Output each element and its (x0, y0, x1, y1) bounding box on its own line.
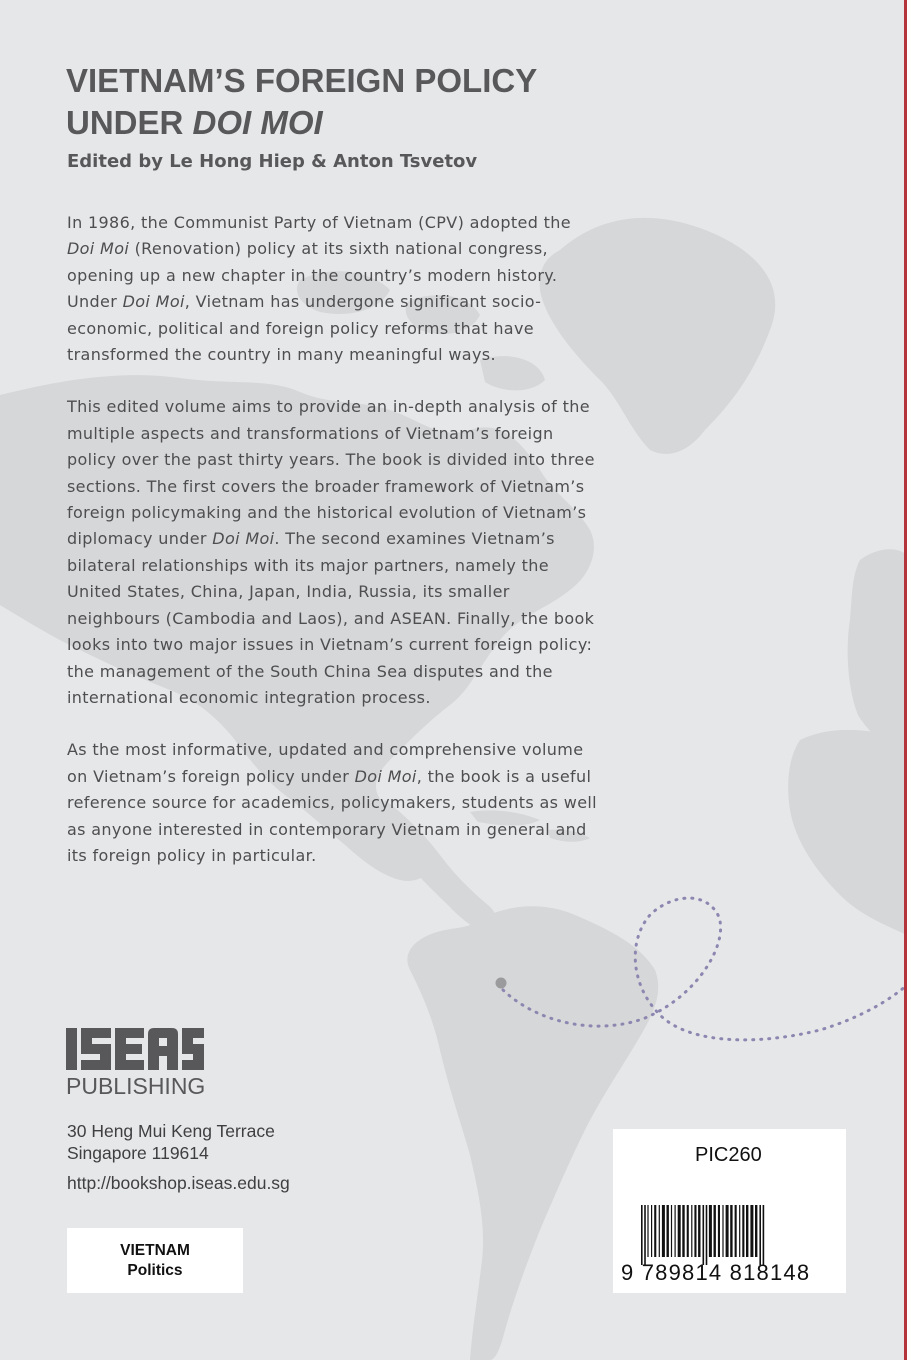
barcode-bar (682, 1205, 684, 1257)
barcode-bar (691, 1205, 692, 1257)
blurb-italic: Doi Moi (354, 766, 417, 786)
title-line-2-italic: DOI MOI (192, 104, 323, 141)
category-label (67, 1228, 243, 1293)
barcode-bar (759, 1205, 761, 1265)
barcode-bar (706, 1205, 708, 1265)
address-line-1: 30 Heng Mui Keng Terrace (67, 1121, 275, 1141)
barcode-bar (718, 1205, 720, 1257)
blurb-text: (Renovation) policy at its sixth national congress, opening up a new chapter in the country’s modern history. Under (67, 239, 558, 312)
barcode-bar (722, 1205, 723, 1257)
barcode-bar (647, 1205, 648, 1257)
barcode-bar (726, 1205, 729, 1257)
blurb-paragraph-1 (67, 210, 597, 368)
barcode-bar (641, 1205, 643, 1265)
blurb-paragraph-3 (67, 737, 597, 869)
route-origin-dot (496, 978, 507, 989)
blurb-text: . The second examines Vietnam’s bilateral relationships with its major partners, namely the United States, China, Japan, India, Russia, its smaller neighbours (Cambodia and Laos), and ASEAN. Finally, the book looks into two major issues in Vietnam’s current foreign policy: the management of the South China Sea disputes and the international economic integration process. (67, 529, 595, 707)
isbn-digits: 9 789814 818148 (621, 1260, 811, 1285)
barcode-bar (644, 1205, 646, 1265)
barcode-bar (755, 1205, 757, 1257)
barcode-bar (746, 1205, 748, 1257)
category-line-1: VIETNAM (120, 1241, 190, 1259)
address-line-2: Singapore 119614 (67, 1143, 209, 1163)
blurb-italic: Doi Moi (212, 529, 275, 549)
barcode-bar (735, 1205, 737, 1257)
isbn-barcode (641, 1205, 831, 1265)
title-line-2-prefix: UNDER (66, 104, 193, 141)
barcode-box (613, 1129, 846, 1293)
blurb-text: In 1986, the Communist Party of Vietnam (CPV) adopted the (67, 213, 571, 232)
publishing-label: PUBLISHING (66, 1073, 206, 1099)
barcode-bar (671, 1205, 672, 1257)
barcode-bar (687, 1205, 689, 1257)
barcode-bar (742, 1205, 744, 1257)
barcode-bar (730, 1205, 732, 1257)
barcode-bar (654, 1205, 656, 1257)
barcode-bar (703, 1205, 705, 1265)
blurb-text: This edited volume aims to provide an in-depth analysis of the multiple aspects and transformations of Vietnam’s foreign policy over the past thirty years. The book is divided into three sections. The first covers the broader framework of Vietnam’s foreign policymaking and the historical evolution of Vietnam’s diplomacy under (67, 397, 595, 549)
title-line-1: VIETNAM’S FOREIGN POLICY (66, 62, 538, 99)
blurb-paragraph-2 (67, 394, 597, 711)
book-title (66, 60, 706, 144)
blurb-italic: Doi Moi (67, 239, 130, 259)
blurb (67, 210, 597, 895)
editors-line: Edited by Le Hong Hiep & Anton Tsvetov (67, 151, 478, 172)
category-line-2: Politics (127, 1261, 183, 1279)
blurb-text: As the most informative, updated and comprehensive volume on Vietnam’s foreign policy under (67, 740, 584, 786)
publisher-url[interactable]: http://bookshop.iseas.edu.sg (67, 1173, 290, 1193)
barcode-bar (694, 1205, 696, 1257)
barcode-bar (651, 1205, 652, 1257)
barcode-bar (698, 1205, 700, 1257)
product-code: PIC260 (695, 1144, 762, 1166)
publisher-address (67, 1120, 275, 1164)
barcode-bar (750, 1205, 753, 1257)
blurb-text: , Vietnam has undergone significant socio-economic, political and foreign policy reforms that have transformed the country in many meaningful ways. (67, 292, 542, 365)
barcode-bar (763, 1205, 765, 1265)
barcode-bar (714, 1205, 716, 1257)
blurb-italic: Doi Moi (122, 292, 185, 312)
barcode-bar (739, 1205, 740, 1257)
barcode-bar (678, 1205, 681, 1257)
barcode-bar (675, 1205, 676, 1257)
barcode-bar (667, 1205, 669, 1257)
barcode-bar (709, 1205, 712, 1257)
barcode-bar (659, 1205, 660, 1257)
iseas-logo (66, 1028, 204, 1070)
barcode-bar (662, 1205, 665, 1257)
blurb-text: , the book is a useful reference source for academics, policymakers, students as well as anyone interested in contemporary Vietnam in general and its foreign policy in particular. (67, 766, 597, 865)
europe-africa-edge-shape (788, 549, 907, 935)
